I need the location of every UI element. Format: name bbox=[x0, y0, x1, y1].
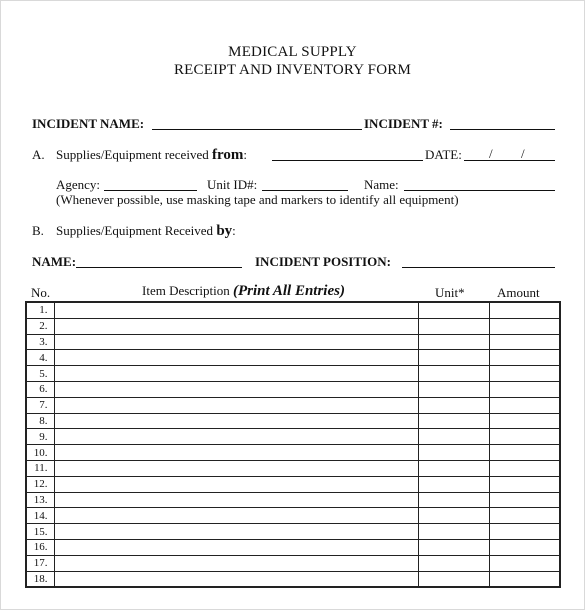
item-description-cell[interactable] bbox=[54, 524, 418, 540]
table-row bbox=[26, 318, 560, 334]
date-label: DATE: bbox=[425, 147, 462, 162]
unit-cell[interactable] bbox=[418, 476, 489, 492]
table-row bbox=[26, 302, 560, 318]
row-number: 6. bbox=[26, 381, 54, 397]
unit-cell[interactable] bbox=[418, 334, 489, 350]
row-number: 8. bbox=[26, 413, 54, 429]
col-header-amount: Amount bbox=[497, 285, 540, 300]
section-a-from: from bbox=[211, 147, 244, 163]
amount-cell[interactable] bbox=[489, 397, 560, 413]
item-description-cell[interactable] bbox=[54, 350, 418, 366]
item-description-cell[interactable] bbox=[54, 571, 418, 587]
unit-id-field[interactable] bbox=[262, 190, 348, 191]
unit-cell[interactable] bbox=[418, 508, 489, 524]
item-description-cell[interactable] bbox=[54, 397, 418, 413]
table-row bbox=[26, 476, 560, 492]
table-row bbox=[26, 508, 560, 524]
amount-cell[interactable] bbox=[489, 476, 560, 492]
unit-cell[interactable] bbox=[418, 429, 489, 445]
amount-cell[interactable] bbox=[489, 555, 560, 571]
row-number: 5. bbox=[26, 366, 54, 382]
unit-cell[interactable] bbox=[418, 413, 489, 429]
unit-cell[interactable] bbox=[418, 539, 489, 555]
table-row bbox=[26, 350, 560, 366]
section-a-colon: : bbox=[243, 147, 247, 162]
form-title-line1: MEDICAL SUPPLY bbox=[228, 44, 357, 60]
item-description-cell[interactable] bbox=[54, 302, 418, 318]
item-description-cell[interactable] bbox=[54, 429, 418, 445]
item-description-cell[interactable] bbox=[54, 555, 418, 571]
amount-cell[interactable] bbox=[489, 445, 560, 461]
received-from-field[interactable] bbox=[272, 160, 423, 161]
amount-cell[interactable] bbox=[489, 350, 560, 366]
agency-label: Agency: bbox=[56, 177, 101, 192]
incident-name-label: INCIDENT NAME: bbox=[32, 116, 145, 131]
unit-cell[interactable] bbox=[418, 460, 489, 476]
unit-id-label: Unit ID#: bbox=[207, 177, 258, 192]
unit-cell[interactable] bbox=[418, 555, 489, 571]
unit-cell[interactable] bbox=[418, 524, 489, 540]
table-row bbox=[26, 555, 560, 571]
item-description-cell[interactable] bbox=[54, 476, 418, 492]
amount-cell[interactable] bbox=[489, 492, 560, 508]
amount-cell[interactable] bbox=[489, 302, 560, 318]
section-b-label: Supplies/Equipment Received bbox=[56, 223, 214, 238]
row-number: 9. bbox=[26, 429, 54, 445]
section-a-label: Supplies/Equipment received bbox=[56, 147, 209, 162]
item-description-cell[interactable] bbox=[54, 366, 418, 382]
date-sep-2: / bbox=[521, 146, 525, 161]
table-row bbox=[26, 366, 560, 382]
amount-cell[interactable] bbox=[489, 524, 560, 540]
section-b-text bbox=[56, 223, 236, 240]
table-row bbox=[26, 460, 560, 476]
item-description-cell[interactable] bbox=[54, 539, 418, 555]
incident-number-label: INCIDENT #: bbox=[364, 116, 443, 131]
col-header-no: No. bbox=[31, 285, 51, 300]
section-b-colon: : bbox=[232, 223, 236, 238]
item-description-cell[interactable] bbox=[54, 381, 418, 397]
amount-cell[interactable] bbox=[489, 334, 560, 350]
row-number: 7. bbox=[26, 397, 54, 413]
amount-cell[interactable] bbox=[489, 460, 560, 476]
row-number: 15. bbox=[26, 524, 54, 540]
item-description-cell[interactable] bbox=[54, 318, 418, 334]
item-description-cell[interactable] bbox=[54, 492, 418, 508]
incident-position-field[interactable] bbox=[402, 267, 555, 268]
row-number: 1. bbox=[26, 302, 54, 318]
amount-cell[interactable] bbox=[489, 429, 560, 445]
inventory-table bbox=[25, 301, 561, 588]
name-label-a: Name: bbox=[364, 177, 399, 192]
row-number: 12. bbox=[26, 476, 54, 492]
amount-cell[interactable] bbox=[489, 571, 560, 587]
unit-cell[interactable] bbox=[418, 381, 489, 397]
amount-cell[interactable] bbox=[489, 413, 560, 429]
row-number: 17. bbox=[26, 555, 54, 571]
col-header-description-label: Item Description bbox=[142, 283, 230, 298]
col-header-unit: Unit* bbox=[435, 285, 465, 300]
masking-tape-note: (Whenever possible, use masking tape and markers to identify all equipment) bbox=[56, 192, 459, 207]
unit-cell[interactable] bbox=[418, 302, 489, 318]
table-row bbox=[26, 524, 560, 540]
amount-cell[interactable] bbox=[489, 508, 560, 524]
item-description-cell[interactable] bbox=[54, 508, 418, 524]
section-a-prefix: A. bbox=[32, 147, 45, 162]
row-number: 14. bbox=[26, 508, 54, 524]
table-row bbox=[26, 571, 560, 587]
unit-cell[interactable] bbox=[418, 492, 489, 508]
table-row bbox=[26, 492, 560, 508]
table-row bbox=[26, 445, 560, 461]
date-sep-1: / bbox=[489, 146, 493, 161]
section-b-prefix: B. bbox=[32, 223, 44, 238]
col-header-description-note: (Print All Entries) bbox=[232, 283, 345, 299]
amount-cell[interactable] bbox=[489, 318, 560, 334]
item-description-cell[interactable] bbox=[54, 445, 418, 461]
agency-field[interactable] bbox=[104, 190, 197, 191]
section-b-by: by bbox=[216, 223, 233, 239]
item-description-cell[interactable] bbox=[54, 460, 418, 476]
row-number: 4. bbox=[26, 350, 54, 366]
row-number: 10. bbox=[26, 445, 54, 461]
table-row bbox=[26, 381, 560, 397]
section-a-text bbox=[56, 147, 247, 164]
amount-cell[interactable] bbox=[489, 539, 560, 555]
item-description-cell[interactable] bbox=[54, 334, 418, 350]
date-field[interactable] bbox=[464, 160, 555, 161]
unit-cell[interactable] bbox=[418, 445, 489, 461]
unit-cell[interactable] bbox=[418, 350, 489, 366]
amount-cell[interactable] bbox=[489, 366, 560, 382]
table-row bbox=[26, 429, 560, 445]
row-number: 13. bbox=[26, 492, 54, 508]
table-row bbox=[26, 413, 560, 429]
row-number: 18. bbox=[26, 571, 54, 587]
table-row bbox=[26, 397, 560, 413]
row-number: 3. bbox=[26, 334, 54, 350]
incident-position-label: INCIDENT POSITION: bbox=[255, 254, 391, 269]
col-header-description bbox=[142, 283, 345, 300]
item-description-cell[interactable] bbox=[54, 413, 418, 429]
receiver-name-field[interactable] bbox=[76, 267, 242, 268]
unit-cell[interactable] bbox=[418, 366, 489, 382]
name-field-a[interactable] bbox=[404, 190, 555, 191]
row-number: 11. bbox=[26, 460, 54, 476]
form-title-line2: RECEIPT AND INVENTORY FORM bbox=[173, 62, 412, 78]
incident-name-field[interactable] bbox=[152, 129, 362, 130]
unit-cell[interactable] bbox=[418, 571, 489, 587]
incident-number-field[interactable] bbox=[450, 129, 555, 130]
receiver-name-label: NAME: bbox=[32, 254, 77, 269]
unit-cell[interactable] bbox=[418, 318, 489, 334]
amount-cell[interactable] bbox=[489, 381, 560, 397]
row-number: 2. bbox=[26, 318, 54, 334]
unit-cell[interactable] bbox=[418, 397, 489, 413]
table-row bbox=[26, 539, 560, 555]
table-row bbox=[26, 334, 560, 350]
row-number: 16. bbox=[26, 539, 54, 555]
